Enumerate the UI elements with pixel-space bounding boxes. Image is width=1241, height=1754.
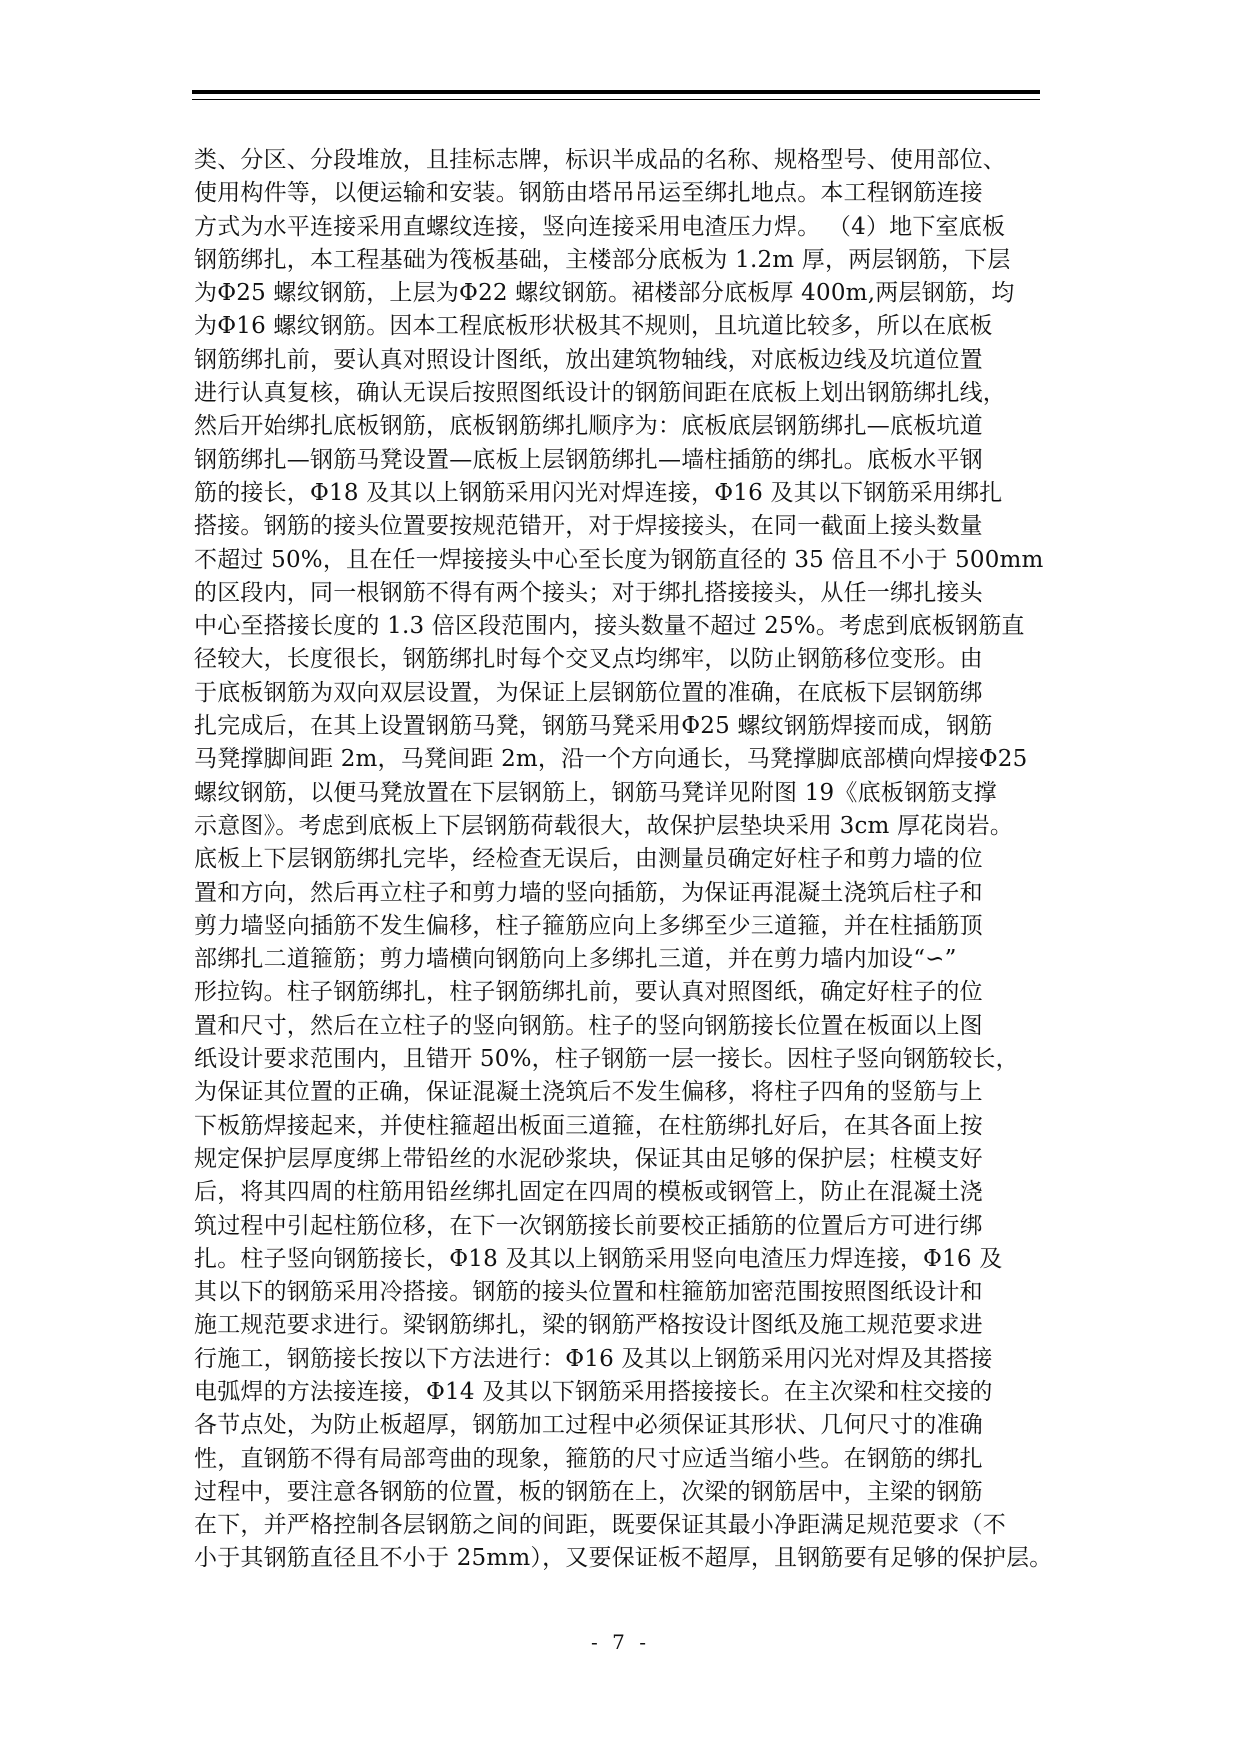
body-text [194, 144, 1053, 1576]
text-line: 置和方向，然后再立柱子和剪力墙的竖向插筋，为保证再混凝土浇筑后柱子和 [194, 879, 983, 906]
text-line: 的区段内，同一根钢筋不得有两个接头；对于绑扎搭接接头，从任一绑扎接头 [194, 579, 983, 606]
text-line: 筋的接长，Φ18 及其以上钢筋采用闪光对焊连接，Φ16 及其以下钢筋采用绑扎 [194, 479, 1003, 506]
text-line: 进行认真复核，确认无误后按照图纸设计的钢筋间距在底板上划出钢筋绑扎线， [194, 380, 1006, 407]
text-line: 形拉钩。柱子钢筋绑扎，柱子钢筋绑扎前，要认真对照图纸，确定好柱子的位 [194, 979, 983, 1006]
text-line: 其以下的钢筋采用冷搭接。钢筋的接头位置和柱箍筋加密范围按照图纸设计和 [194, 1279, 983, 1306]
text-line: 为Φ16 螺纹钢筋。因本工程底板形状极其不规则，且坑道比较多，所以在底板 [194, 313, 993, 340]
text-line: 施工规范要求进行。梁钢筋绑扎，梁的钢筋严格按设计图纸及施工规范要求进 [194, 1312, 983, 1339]
text-line: 电弧焊的方法接连接，Φ14 及其以下钢筋采用搭接接长。在主次梁和柱交接的 [194, 1378, 993, 1405]
text-line: 规定保护层厚度绑上带铅丝的水泥砂浆块，保证其由足够的保护层；柱模支好 [194, 1145, 983, 1172]
text-line: 钢筋绑扎，本工程基础为筏板基础，主楼部分底板为 1.2m 厚，两层钢筋，下层 [194, 246, 1011, 273]
text-line: 中心至搭接长度的 1.3 倍区段范围内，接头数量不超过 25%。考虑到底板钢筋直 [194, 613, 1025, 640]
text-line: 搭接。钢筋的接头位置要按规范错开，对于焊接接头，在同一截面上接头数量 [194, 513, 983, 540]
text-line: 马凳撑脚间距 2m，马凳间距 2m，沿一个方向通长，马凳撑脚底部横向焊接Φ25 [194, 746, 1028, 773]
text-line: 过程中，要注意各钢筋的位置，板的钢筋在上，次梁的钢筋居中，主梁的钢筋 [194, 1478, 983, 1505]
text-line: 钢筋绑扎前，要认真对照设计图纸，放出建筑物轴线，对底板边线及坑道位置 [194, 346, 983, 373]
text-line: 然后开始绑扎底板钢筋，底板钢筋绑扎顺序为：底板底层钢筋绑扎—底板坑道 [194, 413, 983, 440]
text-line: 行施工，钢筋接长按以下方法进行：Φ16 及其以上钢筋采用闪光对焊及其搭接 [194, 1345, 993, 1372]
text-line: 部绑扎二道箍筋；剪力墙横向钢筋向上多绑扎三道，并在剪力墙内加设“∽” [194, 946, 957, 973]
header-rule-thick [192, 90, 1040, 94]
text-line: 扎完成后，在其上设置钢筋马凳，钢筋马凳采用Φ25 螺纹钢筋焊接而成，钢筋 [194, 713, 993, 740]
text-line: 剪力墙竖向插筋不发生偏移，柱子箍筋应向上多绑至少三道箍，并在柱插筋顶 [194, 912, 983, 939]
text-line: 筑过程中引起柱筋位移，在下一次钢筋接长前要校正插筋的位置后方可进行绑 [194, 1212, 983, 1239]
text-line: 置和尺寸，然后在立柱子的竖向钢筋。柱子的竖向钢筋接长位置在板面以上图 [194, 1012, 983, 1039]
text-line: 径较大，长度很长，钢筋绑扎时每个交叉点均绑牢，以防止钢筋移位变形。由 [194, 646, 983, 673]
text-line: 方式为水平连接采用直螺纹连接，竖向连接采用电渣压力焊。 （4）地下室底板 [194, 213, 1006, 240]
text-line: 使用构件等，以便运输和安装。钢筋由塔吊吊运至绑扎地点。本工程钢筋连接 [194, 180, 983, 207]
header-rule-thin [192, 99, 1040, 100]
text-line: 为保证其位置的正确，保证混凝土浇筑后不发生偏移，将柱子四角的竖筋与上 [194, 1079, 983, 1106]
text-line: 螺纹钢筋，以便马凳放置在下层钢筋上，钢筋马凳详见附图 19《底板钢筋支撑 [194, 779, 997, 806]
text-line: 各节点处，为防止板超厚，钢筋加工过程中必须保证其形状、几何尺寸的准确 [194, 1412, 983, 1439]
text-line: 不超过 50%，且在任一焊接接头中心至长度为钢筋直径的 35 倍且不小于 500mm [194, 546, 1044, 573]
text-line: 下板筋焊接起来，并使柱箍超出板面三道箍，在柱筋绑扎好后，在其各面上按 [194, 1112, 983, 1139]
text-line: 在下，并严格控制各层钢筋之间的间距，既要保证其最小净距满足规范要求（不 [194, 1512, 1006, 1539]
text-line: 后，将其四周的柱筋用铅丝绑扎固定在四周的模板或钢管上，防止在混凝土浇 [194, 1179, 983, 1206]
text-line: 于底板钢筋为双向双层设置，为保证上层钢筋位置的准确，在底板下层钢筋绑 [194, 679, 983, 706]
text-line: 性，直钢筋不得有局部弯曲的现象，箍筋的尺寸应适当缩小些。在钢筋的绑扎 [194, 1445, 983, 1472]
text-line: 纸设计要求范围内，且错开 50%，柱子钢筋一层一接长。因柱子竖向钢筋较长， [194, 1046, 1019, 1073]
text-line: 小于其钢筋直径且不小于 25mm），又要保证板不超厚，且钢筋要有足够的保护层。 [194, 1545, 1053, 1572]
text-line: 底板上下层钢筋绑扎完毕，经检查无误后，由测量员确定好柱子和剪力墙的位 [194, 846, 983, 873]
page-number: - 7 - [591, 1630, 650, 1654]
text-line: 为Φ25 螺纹钢筋，上层为Φ22 螺纹钢筋。裙楼部分底板厚 400m,两层钢筋，均 [194, 280, 1015, 307]
text-line: 扎。柱子竖向钢筋接长，Φ18 及其以上钢筋采用竖向电渣压力焊连接，Φ16 及 [194, 1245, 1003, 1272]
text-line: 类、分区、分段堆放，且挂标志牌，标识半成品的名称、规格型号、使用部位、 [194, 147, 1006, 173]
text-line: 钢筋绑扎—钢筋马凳设置—底板上层钢筋绑扎—墙柱插筋的绑扎。底板水平钢 [194, 446, 983, 473]
text-line: 示意图》。考虑到底板上下层钢筋荷载很大，故保护层垫块采用 3cm 厚花岗岩。 [194, 812, 1014, 839]
